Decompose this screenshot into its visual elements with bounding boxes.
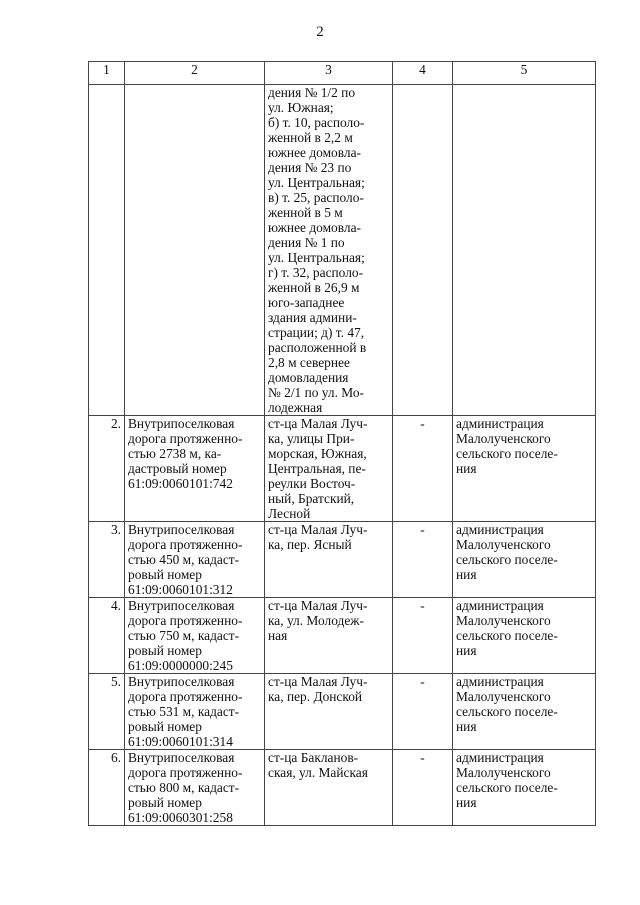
location-text: ст-ца Малая Луч- ка, улицы При- морская, Южная, Центральная, пе- реулки Восточ- ный, Братский, Лесной [268,416,368,521]
owner-text: администрация Малолученского сельского поселе- ния [456,750,558,810]
road-description: Внутрипоселковая дорога протяженно- стью 2738 м, ка- дастровый номер 61:09:0060101:742 [128,416,243,491]
page-number: 2 [316,24,324,40]
cell-col4: - [393,522,453,598]
cell-owner [453,522,596,598]
cell-location [265,674,393,750]
cell-owner [453,85,596,416]
table-row [89,598,596,674]
cell-location [265,750,393,826]
road-description: Внутрипоселковая дорога протяженно- стью 531 м, кадаст- ровый номер 61:09:0060101:314 [128,674,243,749]
location-text: ст-ца Бакланов- ская, ул. Майская [268,750,368,780]
owner-text: администрация Малолученского сельского поселе- ния [456,416,558,476]
row-number: 3. [89,522,125,598]
cell-location [265,522,393,598]
cell-name [125,750,265,826]
cell-name [125,598,265,674]
table-row-continuation [89,85,596,416]
cell-owner [453,674,596,750]
cell-owner [453,598,596,674]
location-text: ст-ца Малая Луч- ка, пер. Донской [268,674,368,704]
cell-location [265,598,393,674]
road-description: Внутрипоселковая дорога протяженно- стью 800 м, кадаст- ровый номер 61:09:0060301:258 [128,750,243,825]
header-cell: 3 [265,62,393,85]
cell-num [89,85,125,416]
cell-location [265,85,393,416]
header-cell: 4 [393,62,453,85]
cell-owner [453,416,596,522]
table-row [89,416,596,522]
cell-col4: - [393,750,453,826]
header-cell: 1 [89,62,125,85]
table-row [89,674,596,750]
cell-name [125,522,265,598]
road-description: Внутрипоселковая дорога протяженно- стью 750 м, кадаст- ровый номер 61:09:0000000:245 [128,598,243,673]
cell-name [125,85,265,416]
table-row [89,750,596,826]
cell-col4: - [393,674,453,750]
location-text: ст-ца Малая Луч- ка, пер. Ясный [268,522,368,552]
header-cell: 5 [453,62,596,85]
cell-owner [453,750,596,826]
cell-location [265,416,393,522]
owner-text: администрация Малолученского сельского поселе- ния [456,598,558,658]
row-number: 6. [89,750,125,826]
cell-name [125,674,265,750]
location-text: ст-ца Малая Луч- ка, ул. Молодеж- ная [268,598,368,643]
row-number: 2. [89,416,125,522]
road-description: Внутрипоселковая дорога протяженно- стью 450 м, кадаст- ровый номер 61:09:0060101:312 [128,522,243,597]
row-number: 5. [89,674,125,750]
header-cell: 2 [125,62,265,85]
owner-text: администрация Малолученского сельского поселе- ния [456,522,558,582]
cell-col4 [393,85,453,416]
location-text: дения № 1/2 по ул. Южная; б) т. 10, располо- женной в 2,2 м южнее домовла- дения № 23 по ул. Центральная; в) т. 25, располо- женной в 5 м южнее домовла- дения № 1 по ул. Центральная; г) т. 32, располо- женной в 26,9 м юго-западнее здания админи- страции; д) т. 47, расположенной в 2,8 м севернее домовладения № 2/1 по ул. Мо- лодежная [268,85,367,415]
owner-text: администрация Малолученского сельского поселе- ния [456,674,558,734]
table-header-row [89,62,596,85]
cell-name [125,416,265,522]
row-number: 4. [89,598,125,674]
cell-col4: - [393,598,453,674]
table-row [89,522,596,598]
cell-col4: - [393,416,453,522]
document-table [88,61,596,826]
